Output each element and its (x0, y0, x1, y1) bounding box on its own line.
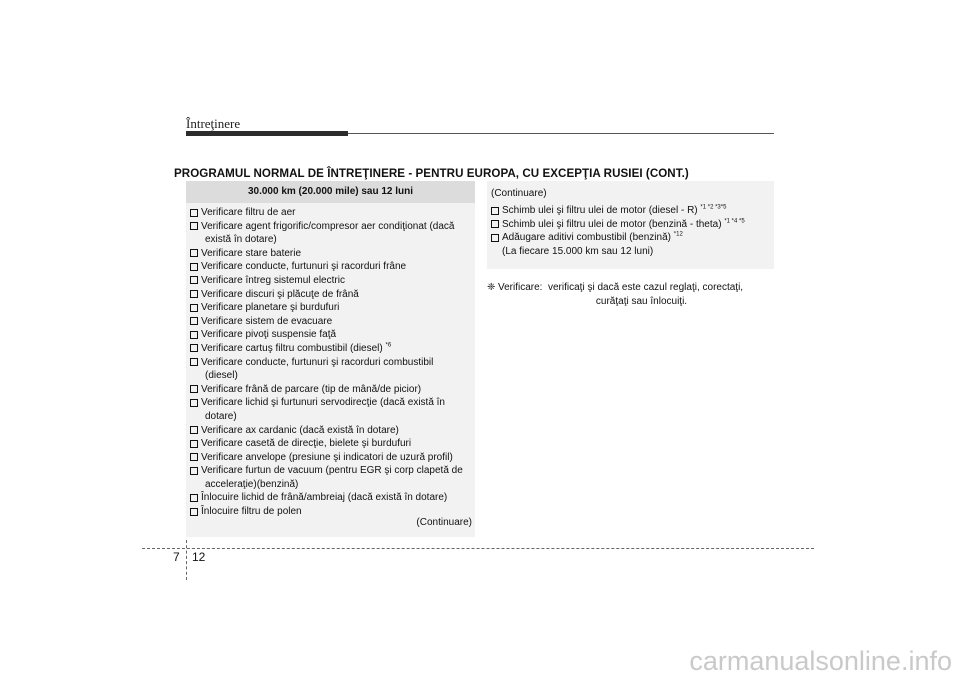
checklist-item (190, 451, 475, 465)
checklist-item (190, 464, 475, 478)
checklist-item (190, 247, 475, 261)
checklist-item (491, 204, 774, 218)
checkbox-icon (190, 440, 198, 448)
checkbox-icon (190, 358, 198, 366)
checklist-item (190, 274, 475, 288)
checklist-item-text: Verificare frână de parcare (tip de mână/de picior) (201, 383, 422, 395)
page-header-title: Întreţinere (186, 116, 241, 131)
checklist-item-text: Verificare cartuş filtru combustibil (diesel) (201, 342, 386, 354)
checklist-item-text: Verificare lichid şi furtunuri servodirecţie (dacă există în (201, 397, 445, 409)
left-panel-heading: 30.000 km (20.000 mile) sau 12 luni (186, 181, 475, 203)
checkbox-icon (190, 426, 198, 434)
footnote-reference: *12 (673, 231, 683, 238)
watermark-text: carmanualsonline.info (689, 646, 952, 676)
checklist-item (190, 206, 475, 220)
checklist-item-text: Verificare conducte, furtunuri şi racorduri combustibil (201, 356, 434, 368)
checklist-item-continuation: există în dotare) (205, 234, 277, 246)
checkbox-icon (491, 220, 499, 228)
checkbox-icon (190, 331, 198, 339)
checklist-item-text: Verificare casetă de direcţie, bielete şi burdufuri (201, 438, 412, 450)
note-line-2: curăţaţi sau înlocuiţi. (595, 295, 688, 307)
checklist-item (190, 437, 475, 451)
checklist-item-text: Verificare agent frigorific/compresor aer condiţionat (dacă (201, 220, 455, 232)
checkbox-icon (190, 344, 198, 352)
footer-rule (142, 548, 814, 549)
checkbox-icon (190, 249, 198, 257)
checklist-item-text: Verificare întreg sistemul electric (201, 274, 345, 286)
checklist-item (190, 383, 475, 397)
checklist-item-text: Verificare anvelope (presiune şi indicatori de uzură profil) (201, 451, 453, 463)
checklist-item (491, 218, 774, 232)
checklist-item (190, 260, 475, 274)
checkbox-icon (190, 304, 198, 312)
checklist-item (190, 356, 475, 370)
checklist-item (190, 315, 475, 329)
checklist-item (190, 220, 475, 234)
left-continuation-label: (Continuare) (416, 517, 472, 528)
checkbox-icon (190, 385, 198, 393)
checkbox-icon (190, 222, 198, 230)
note-line-1: verificaţi şi dacă este cazul reglaţi, corectaţi, (548, 282, 744, 293)
checklist-item (190, 424, 475, 438)
right-interval-text: (La fiecare 15.000 km sau 12 luni) (502, 245, 654, 257)
left-checklist (186, 203, 475, 519)
checkbox-icon (190, 453, 198, 461)
checkbox-icon (491, 207, 499, 215)
footnote-reference: *1 *2 *3*5 (700, 204, 727, 211)
checklist-item-text: Verificare planetare şi burdufuri (201, 302, 340, 314)
checklist-item (190, 301, 475, 315)
checkbox-icon (190, 317, 198, 325)
right-maintenance-panel (487, 181, 774, 269)
checklist-item-continuation: acceleraţie)(benzină) (205, 478, 299, 490)
checklist-item-text: Verificare discuri şi plăcuţe de frână (201, 288, 359, 300)
checkbox-icon (190, 399, 198, 407)
checkbox-icon (190, 263, 198, 271)
checklist-item-text: Verificare conducte, furtunuri şi racorduri frâne (201, 261, 407, 273)
checklist-item (190, 396, 475, 410)
checklist-item (491, 231, 774, 245)
note-label: Verificare: (498, 282, 543, 293)
checklist-item-text: Verificare furtun de vacuum (pentru EGR şi corp clapetă de (201, 465, 463, 477)
checklist-item (190, 342, 475, 356)
checklist-item-text: Verificare sistem de evacuare (201, 315, 333, 327)
checklist-item-text: Verificare ax cardanic (dacă există în dotare) (201, 424, 399, 436)
checklist-item-text: Schimb ulei şi filtru ulei de motor (diesel - R) (502, 205, 701, 216)
checklist-item (190, 328, 475, 342)
left-maintenance-panel (186, 181, 475, 537)
checklist-item (190, 288, 475, 302)
checklist-item-continuation: (diesel) (205, 370, 238, 382)
right-checklist (487, 201, 774, 245)
checkbox-icon (190, 276, 198, 284)
checklist-item-text: Înlocuire filtru de polen (201, 506, 302, 518)
checkbox-icon (190, 209, 198, 217)
header-accent-bar (186, 131, 348, 136)
checklist-item (190, 491, 475, 505)
checklist-item-text: Verificare filtru de aer (201, 207, 296, 218)
footer-vertical-rule (186, 540, 187, 580)
checkbox-icon (491, 234, 499, 242)
checkbox-icon (190, 290, 198, 298)
checklist-item-text: Verificare pivoţi suspensie faţă (201, 329, 337, 341)
page-number: 12 (192, 550, 206, 564)
checklist-item-text: Verificare stare baterie (201, 247, 302, 259)
footnote-reference: *1 *4 *5 (724, 218, 745, 225)
checkbox-icon (190, 508, 198, 516)
note-symbol-icon: ❈ (487, 282, 496, 293)
checklist-item-text: Adăugare aditivi combustibil (benzină) (502, 232, 674, 244)
right-continuation-label: (Continuare) (491, 188, 547, 199)
checklist-item-text: Înlocuire lichid de frână/ambreiaj (dacă există în dotare) (201, 492, 448, 504)
verification-note (487, 281, 775, 308)
checkbox-icon (190, 467, 198, 475)
footnote-reference: *6 (385, 342, 392, 349)
checklist-item-continuation: dotare) (205, 410, 237, 422)
section-title: PROGRAMUL NORMAL DE ÎNTREŢINERE - PENTRU EUROPA, CU EXCEPŢIA RUSIEI (CONT.) (174, 167, 689, 180)
checklist-item-text: Schimb ulei şi filtru ulei de motor (benzină - theta) (502, 218, 725, 230)
chapter-number: 7 (173, 550, 180, 564)
checkbox-icon (190, 494, 198, 502)
